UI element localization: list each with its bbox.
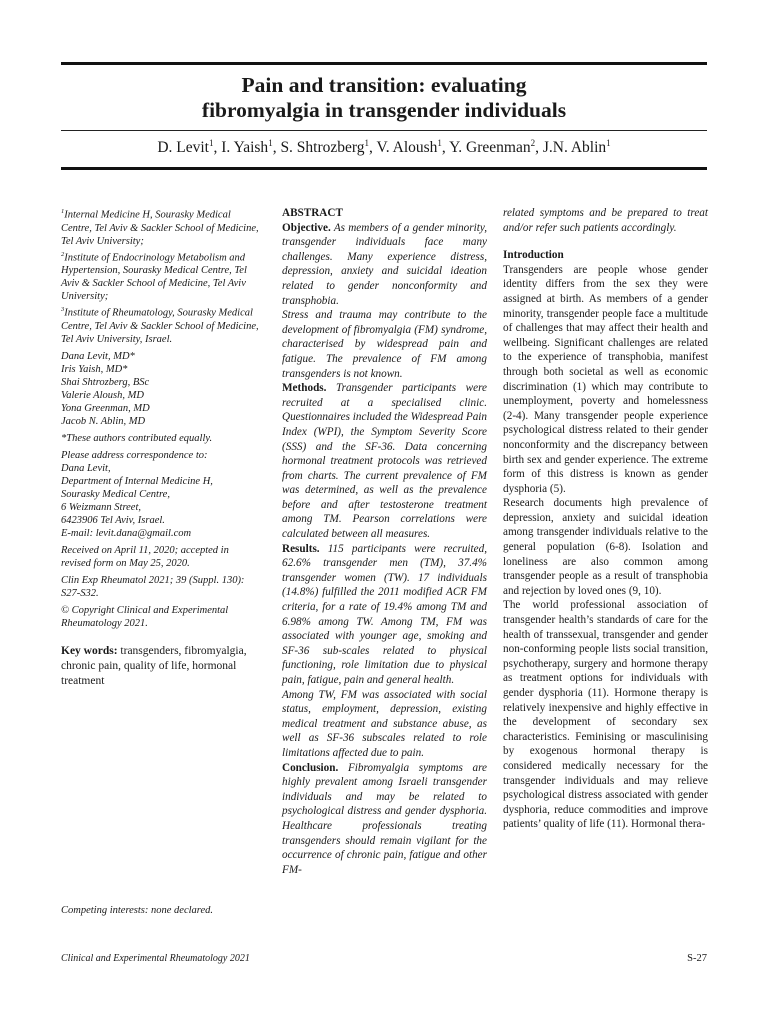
abstract-results: Results. 115 participants were recruited, 62.6% transgender men (TM), 37.4% transgender women (TW). 17 individuals (14.8%) fulfilled the 2011 modified ACR FM criteria, for a rate of 19.4% among TM and 6.98% among TW. Among TM, FM was associated with younger age, smoking and SF-36 sub-scales related to physical functioning, role limitation due to physical pain, fatigue, pain and general health. xyxy=(282,542,488,686)
sidebar-column xyxy=(61,205,261,693)
author: I. Yaish$^1$, xyxy=(221,138,281,157)
citation: Clin Exp Rheumatol 2021; 39 (Suppl. 130): S27-S32. xyxy=(61,574,245,599)
introduction-column xyxy=(503,206,708,832)
author-list: Dana Levit, MD* Iris Yaish, MD* Shai Shtrozberg, BSc Valerie Aloush, MD Yona Greenman, MD Jacob N. Ablin, MD xyxy=(61,350,150,427)
abstract-heading: ABSTRACT xyxy=(282,207,343,219)
received-dates: Received on April 11, 2020; accepted in revised form on May 25, 2020. xyxy=(61,544,229,569)
copyright: © Copyright Clinical and Experimental Rheumatology 2021. xyxy=(61,604,229,629)
title-line-2: fibromyalgia in transgender individuals xyxy=(201,98,567,122)
intro-paragraph: The world professional association of transgender health’s standards of care for the health of transsexual, transgender and gender non-conforming people lists social transition, psychotherapy, surgery and hormone therapy as treatment options for individuals with gender dysphoria (11). Hormone therapy is relatively inexpensive and highly effective in the development of secondary sex characteristics. Feminising or masculinising by exogenous hormonal therapy is considered medically necessary for the transgender individuals and may relieve psychological distress associated with gender dysphoria, reduce commodities and improve patients’ quality of life (11). Hormonal thera- xyxy=(503,599,708,831)
equal-contribution-note: *These authors contributed equally. xyxy=(61,432,213,444)
email-link[interactable]: E-mail: levit.dana@gmail.com xyxy=(61,527,192,539)
author-line xyxy=(61,138,707,157)
authors-rule xyxy=(61,167,707,170)
introduction-heading: Introduction xyxy=(503,249,564,262)
footer-journal: Clinical and Experimental Rheumatology 2021 xyxy=(61,953,250,964)
affiliation: $^2$Institute of Endocrinology Metabolism and Hypertension, Sourasky Medical Centre, Tel Aviv & Sackler School of Medicine, Tel Aviv University; xyxy=(61,250,247,302)
article-title xyxy=(61,73,707,123)
abstract-conclusion-cont: related symptoms and be prepared to treat and/or refer such patients accordingly. xyxy=(503,207,708,234)
title-line-1: Pain and transition: evaluating xyxy=(241,73,527,97)
author: S. Shtrozberg$^1$, xyxy=(280,138,377,157)
competing-interests: Competing interests: none declared. xyxy=(61,905,214,916)
author: J.N. Ablin$^1$ xyxy=(542,138,611,157)
intro-paragraph: Transgenders are people whose gender identity differs from the sex they were assigned at birth. As members of a gender minority, transgender people face a multitude of challenges that may affect their health and wellbeing. Significant challenges are related to the experience of transphobia, manifest through both societal as well as economic discrimination (1) which may contribute to unemployment, poverty and homelessness (2-4). Many transgender people experience psychological distress related to their gender nonconformity and the discrepancy between birth sex and gender experience. The extreme form of this distress is known as gender dysphoria (5). xyxy=(503,263,708,495)
author: Y. Greenman$^2$, xyxy=(449,138,543,157)
title-rule xyxy=(61,130,707,131)
abstract-results-cont: Among TW, FM was associated with social status, employment, depression, existing medical treatment and substance abuse, as well as SF-36 subscales related to role limitations affected due to pain. xyxy=(282,688,487,759)
correspondence: Please address correspondence to: Dana Levit, Department of Internal Medicine H, Sourasky Medical Centre, 6 Weizmann Street, 6423906 Tel Aviv, Israel. E-mail: levit.dana@gmail.com xyxy=(61,449,213,539)
keywords: Key words: transgenders, fibromyalgia, chronic pain, quality of life, hormonal treatment xyxy=(61,644,247,687)
intro-paragraph: Research documents high prevalence of depression, anxiety and suicidal ideation among transgender individuals relative to the general population (6-8). Isolation and loneliness are also common among transgender people as a result of transphobia and rejection by loved ones (9, 10). xyxy=(503,497,708,597)
affiliation: $^3$Institute of Rheumatology, Sourasky Medical Centre, Tel Aviv & Sackler School of Medicine, Tel Aviv University, Israel. xyxy=(61,306,259,345)
abstract-column xyxy=(282,206,487,877)
top-rule xyxy=(61,62,707,65)
author: D. Levit$^1$, xyxy=(157,138,222,157)
abstract-methods: Methods. Transgender participants were recruited at a specialised clinic. Questionnaires included the Widespread Pain Index (WPI), the Symptom Severity Score (SSS) and the SF-36. Data concerning hormonal treatment protocols was retrieved from charts. The current prevalence of FM was determined, as well as the prevalence before and after testosterone treatment among TM. Pearson correlations were calculated between all measures. xyxy=(282,382,487,541)
page-number: S-27 xyxy=(687,953,707,964)
abstract-conclusion: Conclusion. Fibromyalgia symptoms are highly prevalent among Israeli transgender individuals and may be related to psychological distress and gender dysphoria. Healthcare professionals treating transgenders should remain vigilant for the occurrence of chronic pain, fatigue and other FM- xyxy=(282,761,487,876)
abstract-objective-cont: Stress and trauma may contribute to the development of fibromyalgia (FM) syndrome, characterised by widespread pain and fatigue. The prevalence of FM among transgenders is not known. xyxy=(282,309,487,380)
author: V. Aloush$^1$, xyxy=(376,138,450,157)
abstract-objective: Objective. As members of a gender minority, transgender individuals face many challenges. Many experience distress, depression, anxiety and suicidal ideation related to gender nonconformity and transphobia. xyxy=(282,221,487,307)
affiliation: $^1$Internal Medicine H, Sourasky Medical Centre, Tel Aviv & Sackler School of Medicine, Tel Aviv University; xyxy=(61,208,259,247)
